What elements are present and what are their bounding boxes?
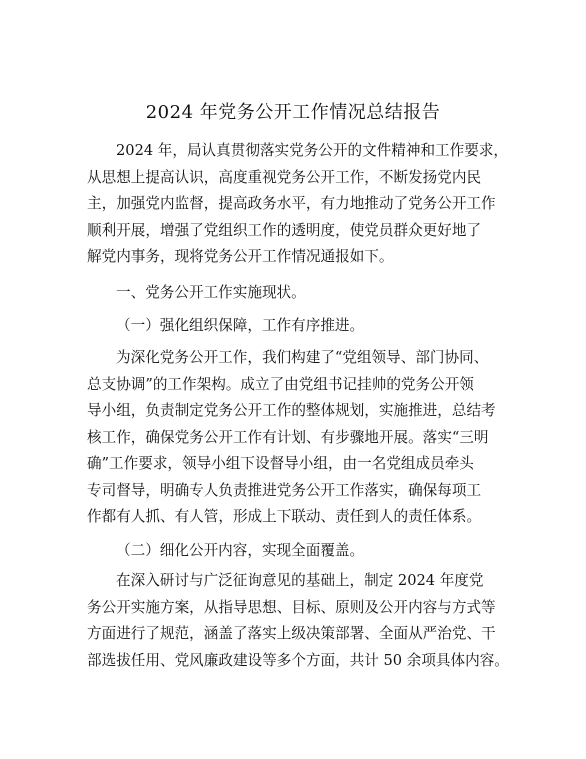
document-title: 2024 年党务公开工作情况总结报告 bbox=[145, 102, 441, 123]
text-line: 在深入研讨与广泛征询意见的基础上，制定 2024 年度党 bbox=[116, 572, 484, 589]
text-line: 从思想上提高认识，高度重视党务公开工作，不断发扬党内民 bbox=[87, 168, 482, 186]
text-line: 顺利开展，增强了党组织工作的透明度，使党员群众更好地了 bbox=[87, 221, 482, 239]
subsection-paragraph bbox=[87, 568, 507, 674]
text-line: 导小组，负责制定党务公开工作的整体规划，实施推进，总结考 bbox=[87, 402, 496, 419]
text-line: 核工作，确保党务公开工作有计划、有步骤地开展。落实“三明 bbox=[87, 428, 489, 446]
text-line: 确”工作要求，领导小组下设督导小组，由一名党组成员牵头 bbox=[87, 455, 474, 472]
text-line: 作都有人抓、有人管，形成上下联动、责任到人的责任体系。 bbox=[87, 508, 482, 525]
text-line: 专司督导，明确专人负责推进党务公开工作落实，确保每项工 bbox=[87, 481, 482, 499]
section-heading: 一、党务公开工作实施现状。 bbox=[116, 284, 306, 301]
intro-paragraph bbox=[87, 138, 507, 271]
text-line: 主，加强党内监督，提高政务水平，有力地推动了党务公开工作 bbox=[87, 195, 496, 212]
text-line: 总支协调”的工作架构。成立了由党组书记挂帅的党务公开领 bbox=[87, 375, 474, 393]
text-line: 为深化党务公开工作，我们构建了“党组领导、部门协同、 bbox=[116, 349, 489, 366]
text-line: 2024 年，局认真贯彻落实党务公开的文件精神和工作要求， bbox=[116, 142, 509, 159]
text-line: 解党内事务，现将党务公开工作情况通报如下。 bbox=[87, 248, 394, 265]
subsection-heading: （一）强化组织保障，工作有序推进。 bbox=[116, 317, 365, 334]
text-line: 部选拔任用、党风廉政建设等多个方面，共计 50 余项具体内容。 bbox=[87, 651, 509, 669]
subsection-paragraph bbox=[87, 345, 507, 531]
text-line: 方面进行了规范，涵盖了落实上级决策部署、全面从严治党、干 bbox=[87, 625, 496, 642]
subsection-heading: （二）细化公开内容，实现全面覆盖。 bbox=[116, 542, 365, 559]
text-line: 务公开实施方案，从指导思想、目标、原则及公开内容与方式等 bbox=[87, 598, 496, 616]
